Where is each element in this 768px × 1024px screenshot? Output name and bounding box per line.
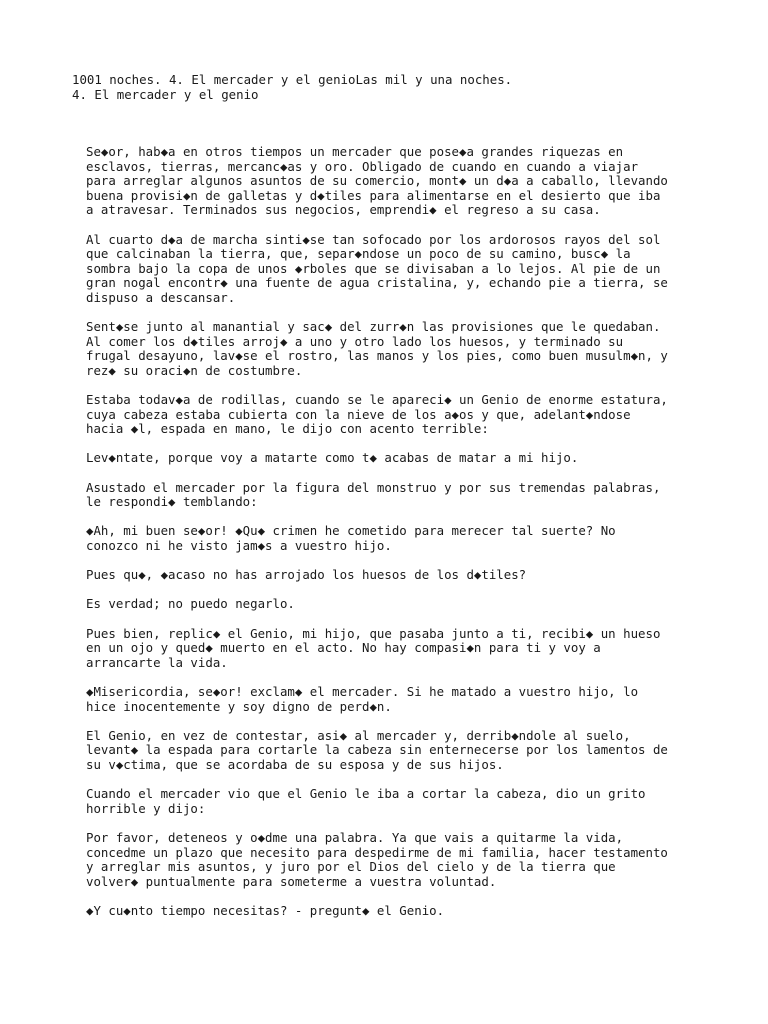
header-subtitle-line: 4. El mercader y el genio [72, 86, 259, 102]
document-header [72, 73, 752, 102]
text-line: sombra bajo la copa de unos ◆rboles que se divisaban a lo lejos. Al pie de un [86, 260, 661, 276]
text-line: ◆Ah, mi buen se◆or! ◆Qu◆ crimen he cometido para merecer tal suerte? No [86, 523, 616, 539]
text-line: Asustado el mercader por la figura del monstruo y por sus tremendas palabras, [86, 479, 661, 495]
text-line: para arreglar algunos asuntos de su comercio, mont◆ un d◆a a caballo, llevando [86, 173, 668, 189]
text-line: a atravesar. Terminados sus negocios, emprendi◆ el regreso a su casa. [86, 202, 601, 218]
text-line: frugal desayuno, lav◆se el rostro, las manos y los pies, como buen musulm◆n, y [86, 348, 668, 364]
paragraph [86, 904, 686, 919]
text-line: El Genio, en vez de contestar, asi◆ al mercader y, derrib◆ndole al suelo, [86, 727, 631, 743]
text-line: Estaba todav◆a de rodillas, cuando se le apareci◆ un Genio de enorme estatura, [86, 392, 668, 408]
text-line: ◆Y cu◆nto tiempo necesitas? - pregunt◆ el Genio. [86, 902, 445, 918]
text-line: esclavos, tierras, mercanc◆as y oro. Obligado de cuando en cuando a viajar [86, 158, 639, 174]
text-line: hacia ◆l, espada en mano, le dijo con acento terrible: [86, 421, 489, 437]
paragraph [86, 787, 686, 816]
text-line: gran nogal encontr◆ una fuente de agua cristalina, y, echando pie a tierra, se [86, 275, 668, 291]
text-line: Sent◆se junto al manantial y sac◆ del zurr◆n las provisiones que le quedaban. [86, 319, 661, 335]
paragraph [86, 393, 686, 437]
paragraph [86, 481, 686, 510]
paragraph [86, 627, 686, 671]
text-line: rez◆ su oraci◆n de costumbre. [86, 362, 303, 378]
text-line: cuya cabeza estaba cubierta con la nieve de los a◆os y que, adelant◆ndose [86, 406, 631, 422]
text-line: concedme un plazo que necesito para despedirme de mi familia, hacer testamento [86, 844, 668, 860]
text-line: volver◆ puntualmente para someterme a vuestra voluntad. [86, 873, 497, 889]
paragraph [86, 320, 686, 378]
text-line: dispuso a descansar. [86, 289, 236, 305]
text-line: su v◆ctima, que se acordaba de su esposa y de sus hijos. [86, 756, 504, 772]
text-line: Al comer los d◆tiles arroj◆ a uno y otro lado los huesos, y terminado su [86, 333, 624, 349]
text-line: conozco ni he visto jam◆s a vuestro hijo. [86, 538, 392, 554]
text-line: levant◆ la espada para cortarle la cabeza sin enternecerse por los lamentos de [86, 742, 668, 758]
text-line: horrible y dijo: [86, 800, 206, 816]
paragraph [86, 729, 686, 773]
paragraph [86, 451, 686, 466]
text-line: que calcinaban la tierra, que, separ◆ndose un poco de su camino, busc◆ la [86, 246, 631, 262]
text-line: hice inocentemente y soy digno de perd◆n. [86, 698, 392, 714]
paragraph [86, 568, 686, 583]
paragraph [86, 524, 686, 553]
text-line: Al cuarto d◆a de marcha sinti◆se tan sofocado por los ardorosos rayos del sol [86, 231, 661, 247]
text-line: ◆Misericordia, se◆or! exclam◆ el mercader. Si he matado a vuestro hijo, lo [86, 683, 639, 699]
paragraph [86, 233, 686, 306]
text-line: buena provisi◆n de galletas y d◆tiles para alimentarse en el desierto que iba [86, 187, 661, 203]
text-line: Lev◆ntate, porque voy a matarte como t◆ acabas de matar a mi hijo. [86, 450, 579, 466]
text-line: Es verdad; no puedo negarlo. [86, 596, 295, 612]
paragraph [86, 145, 686, 218]
text-line: arrancarte la vida. [86, 654, 228, 670]
header-title-line: 1001 noches. 4. El mercader y el genioLas mil y una noches. [72, 72, 513, 87]
text-line: le respondi◆ temblando: [86, 494, 258, 510]
text-line: Por favor, deteneos y o◆dme una palabra. Ya que vais a quitarme la vida, [86, 829, 624, 845]
text-line: Pues qu◆, ◆acaso no has arrojado los huesos de los d◆tiles? [86, 567, 527, 583]
paragraph [86, 597, 686, 612]
paragraph [86, 831, 686, 889]
text-line: en un ojo y qued◆ muerto en el acto. No hay compasi◆n para ti y voy a [86, 640, 601, 656]
text-line: Se◆or, hab◆a en otros tiempos un mercader que pose◆a grandes riquezas en [86, 144, 624, 159]
text-line: Cuando el mercader vio que el Genio le iba a cortar la cabeza, dio un grito [86, 786, 646, 802]
text-line: Pues bien, replic◆ el Genio, mi hijo, que pasaba junto a ti, recibi◆ un hueso [86, 625, 661, 641]
text-line: y arreglar mis asuntos, y juro por el Dios del cielo y de la tierra que [86, 859, 616, 875]
document-body [86, 145, 686, 933]
paragraph [86, 685, 686, 714]
